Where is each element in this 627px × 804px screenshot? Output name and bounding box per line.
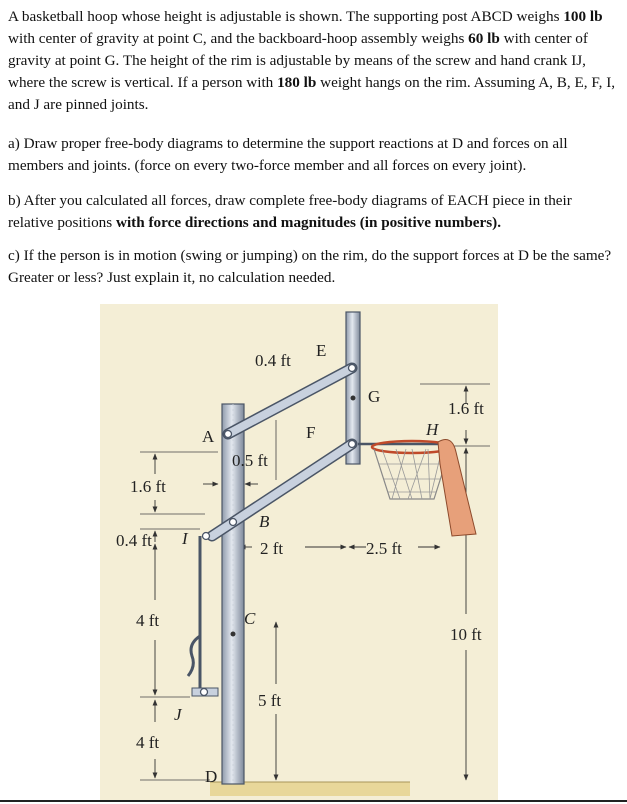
figure-background [100, 304, 498, 800]
dim-10: 10 ft [450, 625, 482, 644]
label-A: A [202, 427, 215, 446]
hoop-figure [100, 304, 498, 800]
part-b-text: b) After you calculated all forces, draw complete free-body diagrams of EACH piece in their relative positions with force directions and magnitudes (in positive numbers). [8, 192, 572, 231]
dim-0-4-top: 0.4 ft [255, 351, 291, 370]
dim-2: 2 ft [260, 539, 284, 558]
label-F: F [306, 423, 316, 442]
dim-2-5: 2.5 ft [366, 539, 402, 558]
pin-I [203, 533, 210, 540]
dim-4-lower: 4 ft [136, 733, 160, 752]
label-J: J [174, 705, 182, 724]
cg-C [231, 632, 236, 637]
dim-0-4-left: 0.4 ft [116, 531, 152, 550]
pin-J [201, 689, 208, 696]
dim-1-6-right: 1.6 ft [448, 399, 484, 418]
pin-E [349, 365, 356, 372]
dim-4-upper: 4 ft [136, 611, 160, 630]
dim-1-6-left: 1.6 ft [130, 477, 166, 496]
pin-A [225, 431, 232, 438]
part-a-text: a) Draw proper free-body diagrams to determine the support reactions at D and forces on all members and joints. (force on every two-force member and all forces on every joint). [8, 135, 568, 174]
label-I: I [182, 529, 188, 548]
pin-B [230, 519, 237, 526]
label-C: C [244, 609, 256, 628]
part-c-text: c) If the person is in motion (swing or jumping) on the rim, do the support forces at D be the same? Greater or less? Just explain it, no calculation needed. [8, 247, 612, 286]
label-B: B [259, 512, 270, 531]
pin-F [349, 441, 356, 448]
dim-0-5: 0.5 ft [232, 451, 268, 470]
label-D: D [205, 767, 218, 786]
bottom-rule [0, 800, 627, 802]
label-H: H [426, 420, 439, 439]
label-E: E [316, 341, 327, 360]
label-G: G [368, 387, 381, 406]
problem-intro: A basketball hoop whose height is adjustable is shown. The supporting post ABCD weighs 100 lb with center of gravity at point C, and the backboard-hoop assembly weighs 60 lb with center of gravity at point G. The height of the rim is adjustable by means of the screw and hand crank IJ, where the screw is vertical. If a person with 180 lb weight hangs on the rim. Assuming A, B, E, F, I, and J are pinned joints. [8, 8, 616, 113]
cg-G [351, 396, 356, 401]
dim-5: 5 ft [258, 691, 282, 710]
